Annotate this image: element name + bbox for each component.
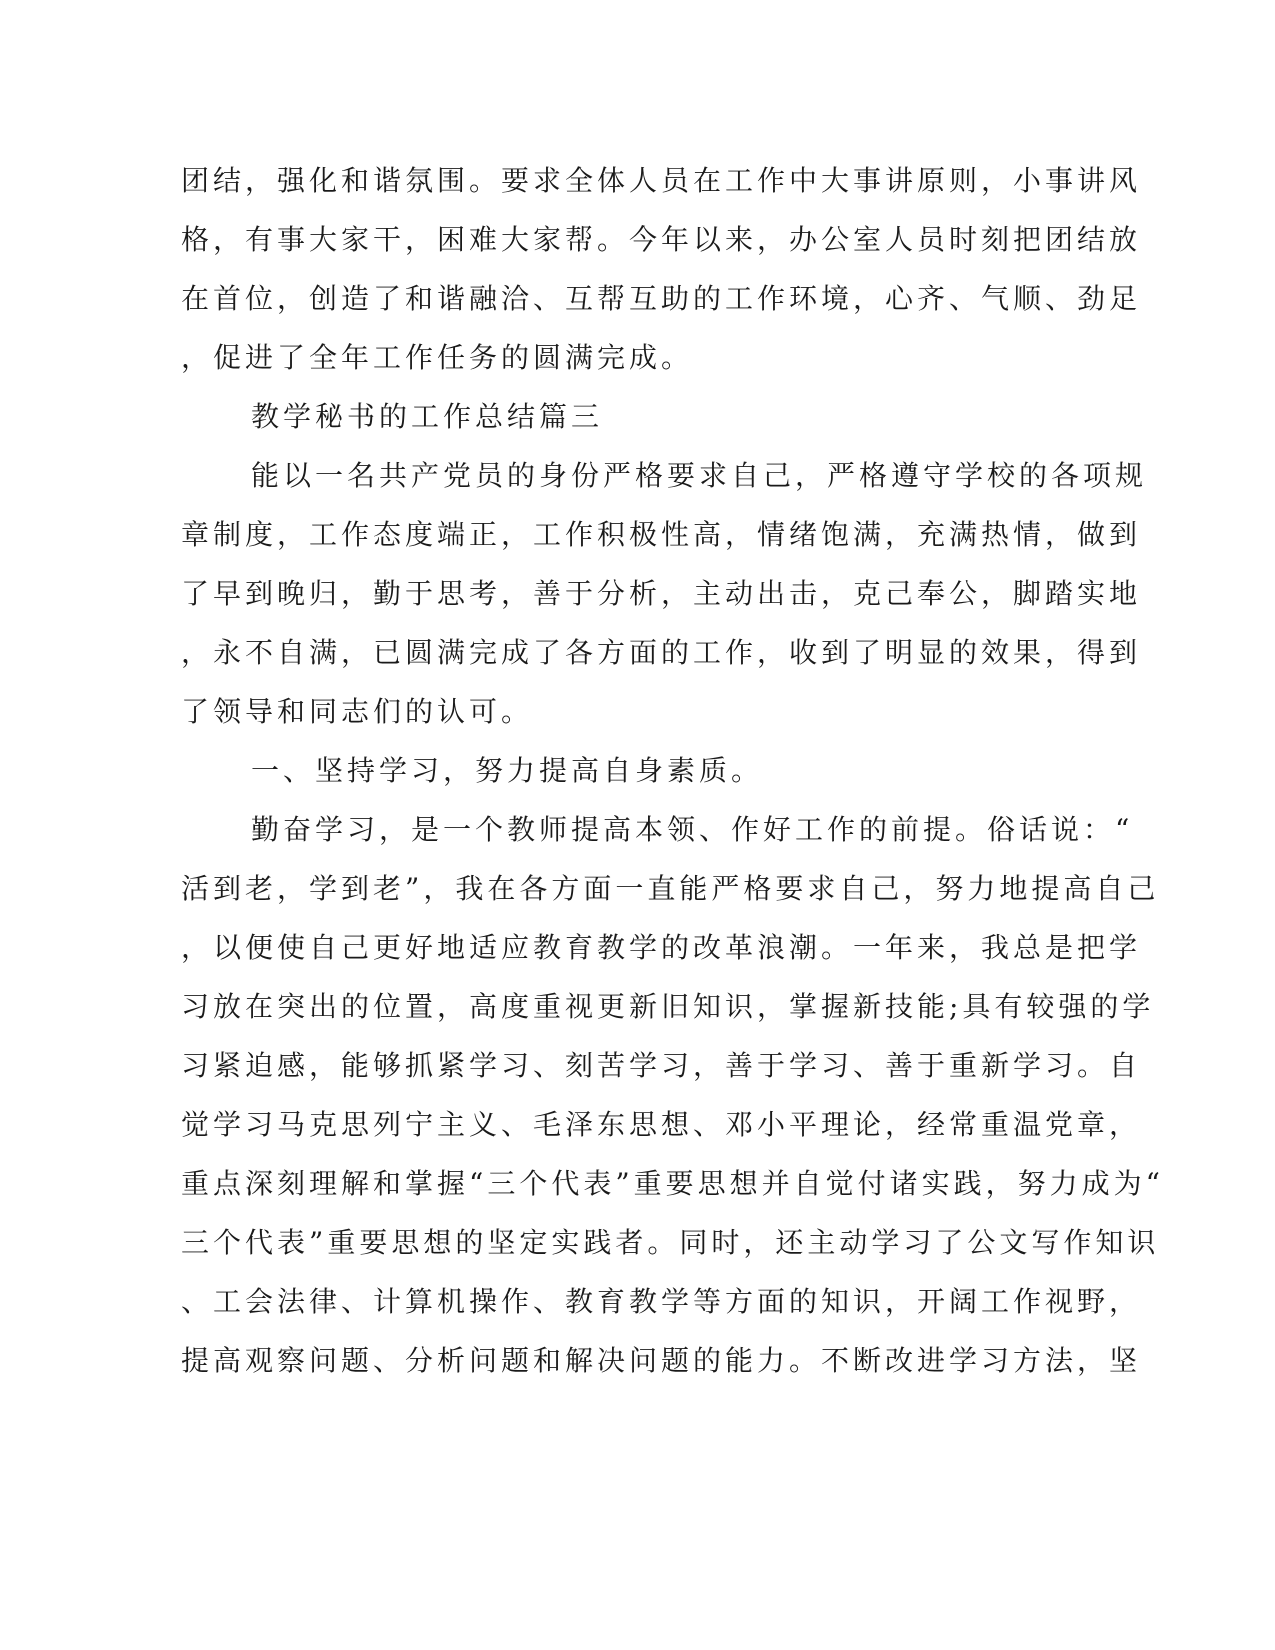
- body-text-line: ，永不自满，已圆满完成了各方面的工作，收到了明显的效果，得到: [181, 636, 1142, 669]
- body-text-line: ，促进了全年工作任务的圆满完成。: [181, 341, 694, 374]
- body-text-line: 了领导和同志们的认可。: [181, 695, 534, 728]
- body-text-line: 章制度，工作态度端正，工作积极性高，情绪饱满，充满热情，做到: [181, 518, 1142, 551]
- body-text-line: 团结，强化和谐氛围。要求全体人员在工作中大事讲原则，小事讲风: [181, 164, 1142, 197]
- body-text-line: 、工会法律、计算机操作、教育教学等方面的知识，开阔工作视野，: [181, 1285, 1142, 1318]
- subsection-heading: 一、坚持学习，努力提高自身素质。: [251, 754, 764, 787]
- body-text-line: 觉学习马克思列宁主义、毛泽东思想、邓小平理论，经常重温党章，: [181, 1108, 1142, 1141]
- body-text-line: 勤奋学习，是一个教师提高本领、作好工作的前提。俗话说：“: [251, 813, 1134, 846]
- body-text-line: 习紧迫感，能够抓紧学习、刻苦学习，善于学习、善于重新学习。自: [181, 1049, 1142, 1082]
- body-text-line: 能以一名共产党员的身份严格要求自己，严格遵守学校的各项规: [251, 459, 1148, 492]
- section-heading: 教学秘书的工作总结篇三: [251, 400, 604, 433]
- body-text-line: 格，有事大家干，困难大家帮。今年以来，办公室人员时刻把团结放: [181, 223, 1142, 256]
- body-text-line: 在首位，创造了和谐融洽、互帮互助的工作环境，心齐、气顺、劲足: [181, 282, 1142, 315]
- body-text-line: 提高观察问题、分析问题和解决问题的能力。不断改进学习方法，坚: [181, 1344, 1142, 1377]
- body-text-line: 重点深刻理解和掌握“三个代表”重要思想并自觉付诸实践，努力成为“: [181, 1167, 1164, 1200]
- body-text-line: 活到老，学到老”，我在各方面一直能严格要求自己，努力地提高自己: [181, 872, 1160, 905]
- body-text-line: 三个代表”重要思想的坚定实践者。同时，还主动学习了公文写作知识: [181, 1226, 1160, 1259]
- body-text-line: 习放在突出的位置，高度重视更新旧知识，掌握新技能;具有较强的学: [181, 990, 1155, 1023]
- body-text-line: 了早到晚归，勤于思考，善于分析，主动出击，克己奉公，脚踏实地: [181, 577, 1142, 610]
- body-text-line: ，以便使自己更好地适应教育教学的改革浪潮。一年来，我总是把学: [181, 931, 1142, 964]
